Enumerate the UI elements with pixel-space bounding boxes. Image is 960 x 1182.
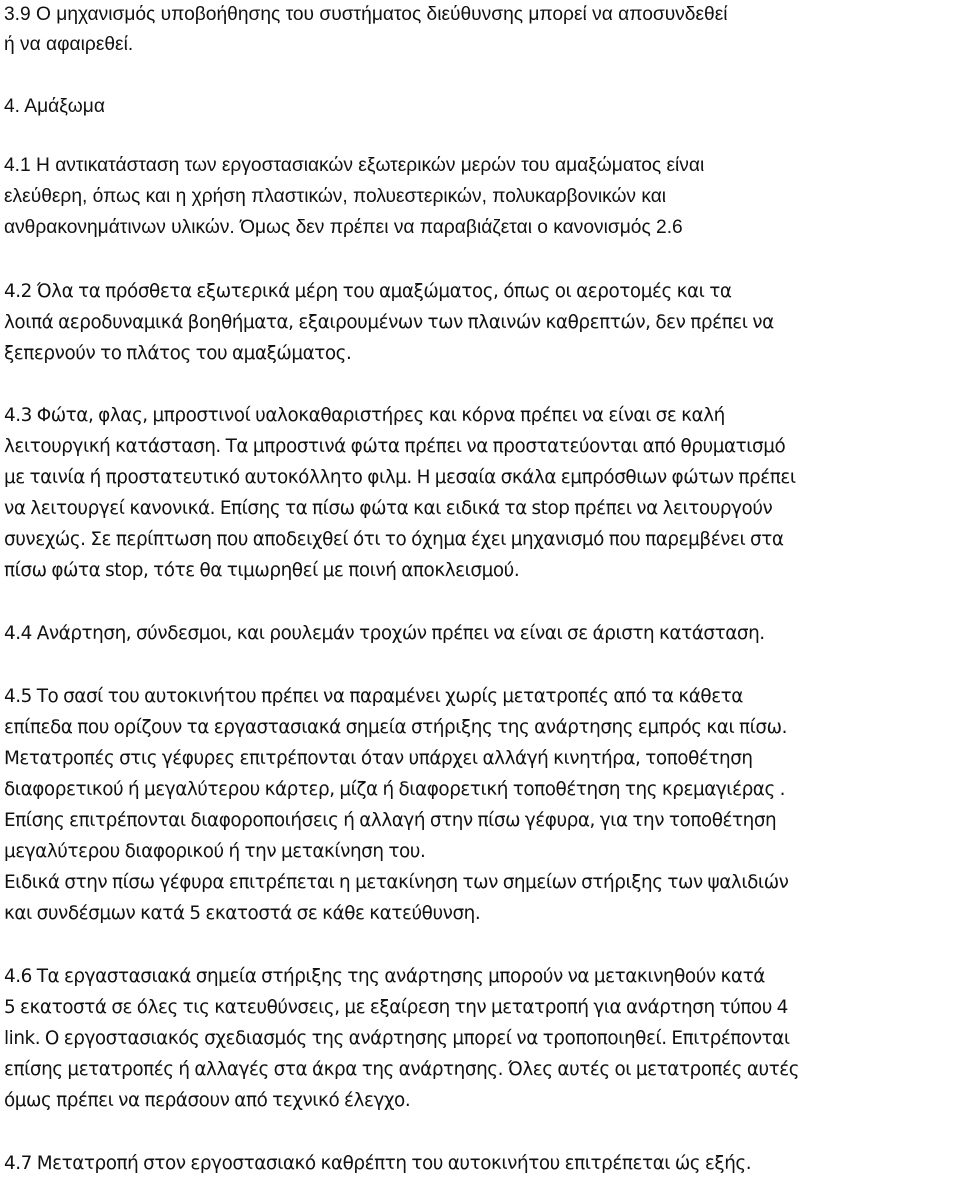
text-line-4-3-a: 4.3 Φώτα, φλας, μπροστινοί υαλοκαθαριστήρες και κόρνα πρέπει να είναι σε καλή [4, 405, 725, 426]
text-line-4-3-e: συνεχώς. Σε περίπτωση που αποδειχθεί ότι το όχημα έχει μηχανισμό που παρεμβένει στα [4, 529, 784, 550]
text-line-4-5-c: Μετατροπές στις γέφυρες επιτρέπονται όταν υπάρχει αλλάγή κινητήρα, τοποθέτηση [4, 748, 753, 769]
text-line-4-6-e: όμως πρέπει να περάσουν από τεχνικό έλεγχο. [4, 1090, 411, 1111]
text-line-4-2-c: ξεπερνούν το πλάτος του αμαξώματος. [4, 343, 352, 364]
text-line-4-1-a: 4.1 Η αντικατάσταση των εργοστασιακών εξωτερικών μερών του αμαξώματος είναι [4, 155, 705, 176]
text-line-4-3-f: πίσω φώτα stop, τότε θα τιμωρηθεί με ποινή αποκλεισμού. [4, 560, 520, 581]
text-line-4-4: 4.4 Ανάρτηση, σύνδεσμοι, και ρουλεμάν τροχών πρέπει να είναι σε άριστη κατάσταση. [4, 623, 765, 644]
text-line-4-6-c: link. Ο εργοστασιακός σχεδιασμός της ανάρτησης μπορεί να τροποποιηθεί. Επιτρέπονται [4, 1028, 790, 1049]
text-line-4-5-a: 4.5 Το σασί του αυτοκινήτου πρέπει να παραμένει χωρίς μετατροπές από τα κάθετα [4, 686, 743, 707]
text-line-3-9-a: 3.9 Ο μηχανισμός υποβοήθησης του συστήματος διεύθυνσης μπορεί να αποσυνδεθεί [4, 4, 728, 25]
text-line-4-7: 4.7 Μετατροπή στον εργοστασιακό καθρέπτη του αυτοκινήτου επιτρέπεται ώς εξής. [4, 1153, 752, 1174]
text-line-4-6-b: 5 εκατοστά σε όλες τις κατευθύνσεις, με εξαίρεση την μετατροπή για ανάρτηση τύπου 4 [4, 997, 788, 1018]
text-line-4-5-g: Ειδικά στην πίσω γέφυρα επιτρέπεται η μετακίνηση των σημείων στήριξης των ψαλιδιών [4, 872, 789, 893]
text-line-4-1-b: ελεύθερη, όπως και η χρήση πλαστικών, πολυεστερικών, πολυκαρβονικών και [4, 186, 667, 207]
text-line-4-3-b: λειτουργική κατάσταση. Τα μπροστινά φώτα πρέπει να προστατεύονται από θρυματισμό [4, 436, 786, 457]
text-line-4-5-e: Επίσης επιτρέπονται διαφοροποιήσεις ή αλλαγή στην πίσω γέφυρα, για την τοποθέτηση [4, 810, 777, 831]
text-line-4-3-c: με ταινία ή προστατευτικό αυτοκόλλητο φιλμ. Η μεσαία σκάλα εμπρόσθιων φώτων πρέπει [4, 467, 796, 488]
text-line-4-5-h: και συνδέσμων κατά 5 εκατοστά σε κάθε κατεύθυνση. [4, 903, 481, 924]
text-line-4-6-d: επίσης μετατροπές ή αλλαγές στα άκρα της ανάρτησης. Όλες αυτές οι μετατροπές αυτές [4, 1059, 800, 1080]
text-line-4-2-a: 4.2 Όλα τα πρόσθετα εξωτερικά μέρη του αμαξώματος, όπως οι αεροτομές και τα [4, 281, 732, 302]
text-line-4-5-b: επίπεδα που ορίζουν τα εργαστασιακά σημεία στήριξης της ανάρτησης εμπρός και πίσω. [4, 717, 787, 738]
text-line-4-3-d: να λειτουργεί κανονικά. Επίσης τα πίσω φώτα και ειδικά τα stop πρέπει να λειτουργούν [4, 498, 773, 519]
text-line-4-6-a: 4.6 Τα εργαστασιακά σημεία στήριξης της ανάρτησης μπορούν να μετακινηθούν κατά [4, 966, 765, 987]
text-line-4-2-b: λοιπά αεροδυναμικά βοηθήματα, εξαιρουμένων των πλαινών καθρεπτών, δεν πρέπει να [4, 312, 774, 333]
text-line-4-1-c: ανθρακονημάτινων υλικών. Όμως δεν πρέπει να παραβιάζεται ο κανονισμός 2.6 [4, 217, 683, 238]
text-line-4-5-d: διαφορετικού ή μεγαλύτερου κάρτερ, μίζα ή διαφορετική τοποθέτηση της κρεμαγιέρας . [4, 779, 786, 800]
text-line-3-9-b: ή να αφαιρεθεί. [4, 34, 134, 55]
text-line-4-5-f: μεγαλύτερου διαφορικού ή την μετακίνηση του. [4, 841, 426, 862]
section-heading-4: 4. Αμάξωμα [4, 96, 105, 117]
